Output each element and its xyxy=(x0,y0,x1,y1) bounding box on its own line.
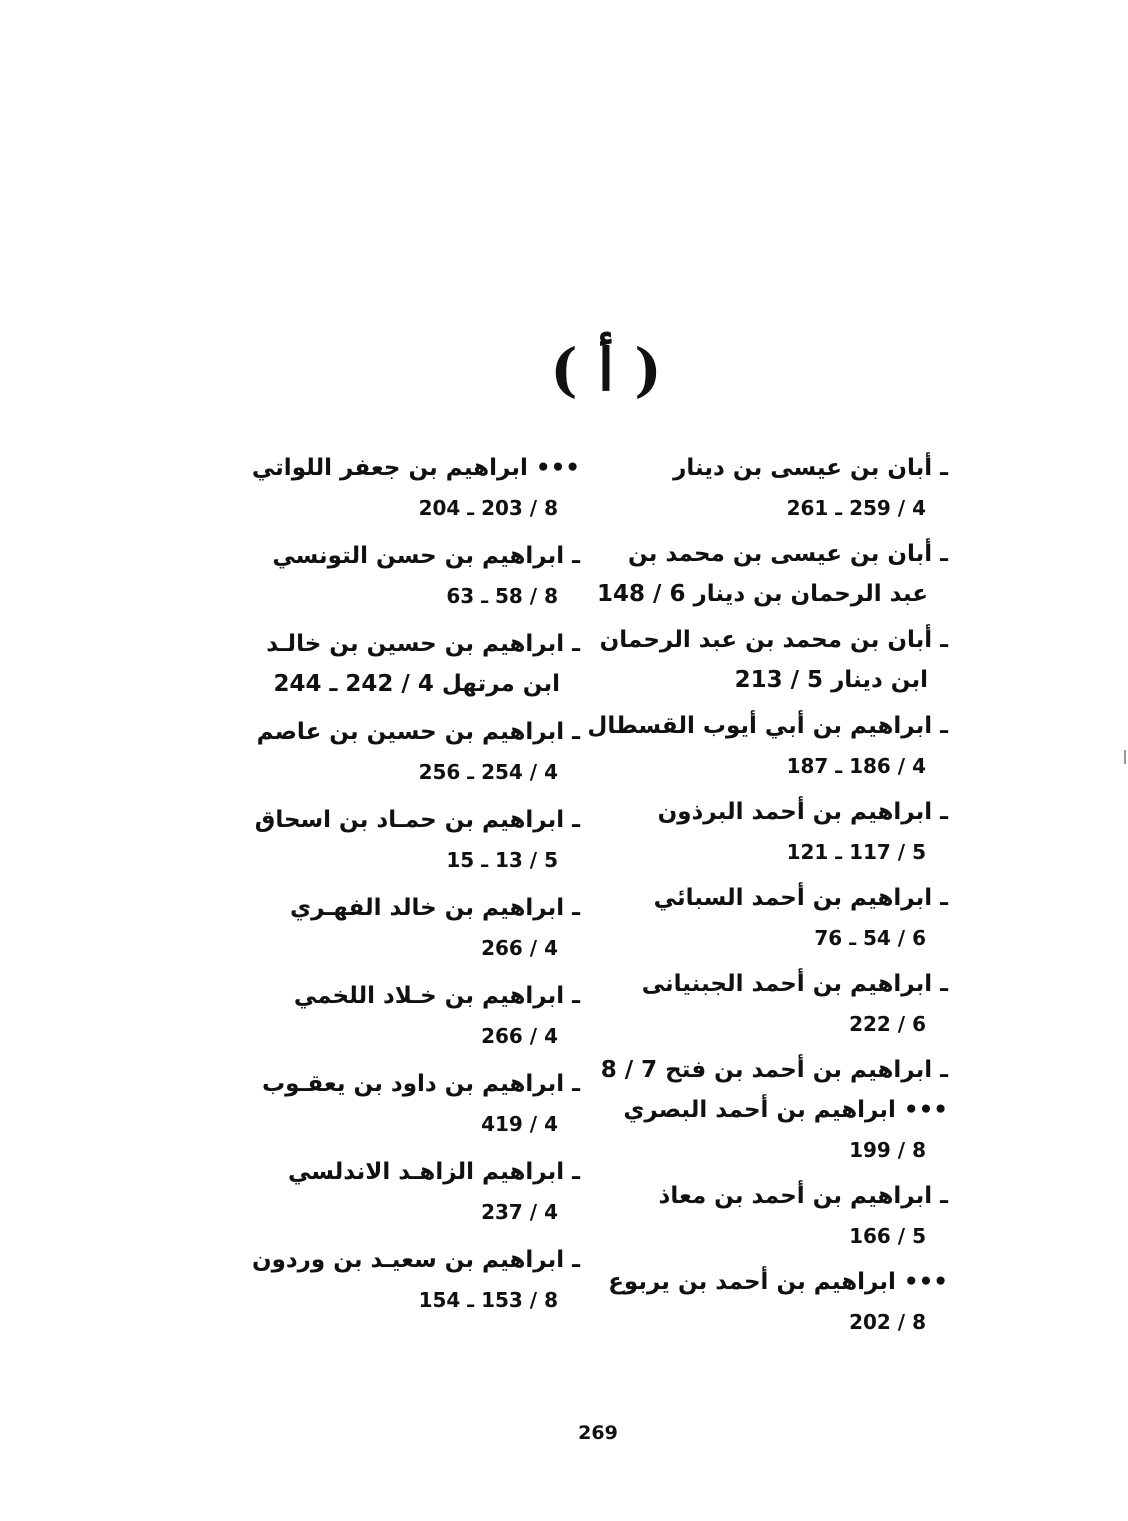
entry-name: ـ ابراهيم بن سعيـد بن وردون xyxy=(251,1247,580,1273)
entry-name: ـ ابراهيم بن حسين بن خالـد xyxy=(266,631,580,657)
index-entry xyxy=(608,792,948,872)
index-column-left xyxy=(240,448,580,1328)
entry-reference: 4 / 237 xyxy=(481,1200,558,1224)
index-column-right xyxy=(587,448,948,1348)
entry-reference: 8 / 199 xyxy=(849,1138,926,1162)
index-entry xyxy=(608,1090,948,1170)
entry-reference: 5 / 13 ـ 15 xyxy=(446,848,558,872)
index-entry xyxy=(587,706,948,786)
entry-name-continuation: عبد الرحمان بن دينار 6 / 148 xyxy=(597,581,928,607)
entry-name: ••• ابراهيم بن جعفر اللواتي xyxy=(251,455,580,481)
entry-reference: 4 / 419 xyxy=(481,1112,558,1136)
page-number: 269 xyxy=(578,1422,618,1444)
entry-name: ـ ابراهيم الزاهـد الاندلسي xyxy=(287,1159,580,1185)
index-entry xyxy=(240,1152,580,1232)
entry-name: ـ ابراهيم بن خـلاد اللخمي xyxy=(293,983,580,1009)
entry-name: ـ أبان بن عيسى بن محمد بن xyxy=(628,541,948,567)
entry-reference: 4 / 266 xyxy=(481,1024,558,1048)
entry-reference: 8 / 153 ـ 154 xyxy=(418,1288,558,1312)
entry-name: ـ ابراهيم بن داود بن يعقـوب xyxy=(261,1071,580,1097)
entry-reference: 5 / 166 xyxy=(849,1224,926,1248)
scan-edge-mark xyxy=(1124,750,1126,764)
entry-name-continuation: ابن دينار 5 / 213 xyxy=(734,667,928,693)
entry-reference: 6 / 222 xyxy=(849,1012,926,1036)
section-letter-heading: ( أ ) xyxy=(550,336,662,404)
index-entry xyxy=(240,712,580,792)
entry-reference: 4 / 186 ـ 187 xyxy=(786,754,926,778)
entry-reference: 6 / 54 ـ 76 xyxy=(814,926,926,950)
index-entry xyxy=(599,620,948,700)
entry-name: ـ ابراهيم بن حمـاد بن اسحاق xyxy=(254,807,580,833)
entry-name: ـ ابراهيم بن أحمد بن معاذ xyxy=(658,1183,948,1209)
index-entry xyxy=(240,448,580,528)
entry-name: ـ ابراهيم بن أحمد بن فتح 7 / 8 xyxy=(600,1057,948,1083)
entry-name-continuation: ابن مرتهل 4 / 242 ـ 244 xyxy=(273,671,560,697)
entry-name: ـ أبان بن عيسى بن دينار xyxy=(673,455,948,481)
index-entry xyxy=(608,878,948,958)
entry-name: ـ ابراهيم بن أحمد البرذون xyxy=(657,799,948,825)
index-entry xyxy=(608,1176,948,1256)
entry-name: ـ ابراهيم بن أحمد الجبنيانى xyxy=(641,971,948,997)
entry-name: ـ ابراهيم بن حسين بن عاصم xyxy=(256,719,580,745)
entry-name: ـ ابراهيم بن خالد الفهـري xyxy=(290,895,580,921)
entry-reference: 8 / 58 ـ 63 xyxy=(446,584,558,608)
index-entry xyxy=(240,976,580,1056)
entry-name: ••• ابراهيم بن أحمد بن يربوع xyxy=(608,1269,948,1295)
index-entry xyxy=(608,448,948,528)
index-entry xyxy=(597,534,948,614)
entry-reference: 8 / 203 ـ 204 xyxy=(418,496,558,520)
index-entry xyxy=(240,888,580,968)
entry-reference: 4 / 254 ـ 256 xyxy=(418,760,558,784)
entry-name: ـ ابراهيم بن حسن التونسي xyxy=(272,543,580,569)
entry-reference: 5 / 117 ـ 121 xyxy=(786,840,926,864)
entry-reference: 4 / 259 ـ 261 xyxy=(786,496,926,520)
entry-name: ـ ابراهيم بن أبي أيوب القسطال xyxy=(587,713,948,739)
index-entry xyxy=(240,800,580,880)
index-entry xyxy=(240,1240,580,1320)
entry-reference: 8 / 202 xyxy=(849,1310,926,1334)
entry-name: ـ أبان بن محمد بن عبد الرحمان xyxy=(599,627,948,653)
index-entry xyxy=(608,1262,948,1342)
index-entry xyxy=(608,964,948,1044)
index-entry xyxy=(240,536,580,616)
index-entry xyxy=(240,1064,580,1144)
entry-reference: 4 / 266 xyxy=(481,936,558,960)
index-entry xyxy=(240,624,580,704)
entry-name: ••• ابراهيم بن أحمد البصري xyxy=(623,1097,948,1123)
index-entry xyxy=(600,1050,948,1090)
entry-name: ـ ابراهيم بن أحمد السبائي xyxy=(653,885,948,911)
